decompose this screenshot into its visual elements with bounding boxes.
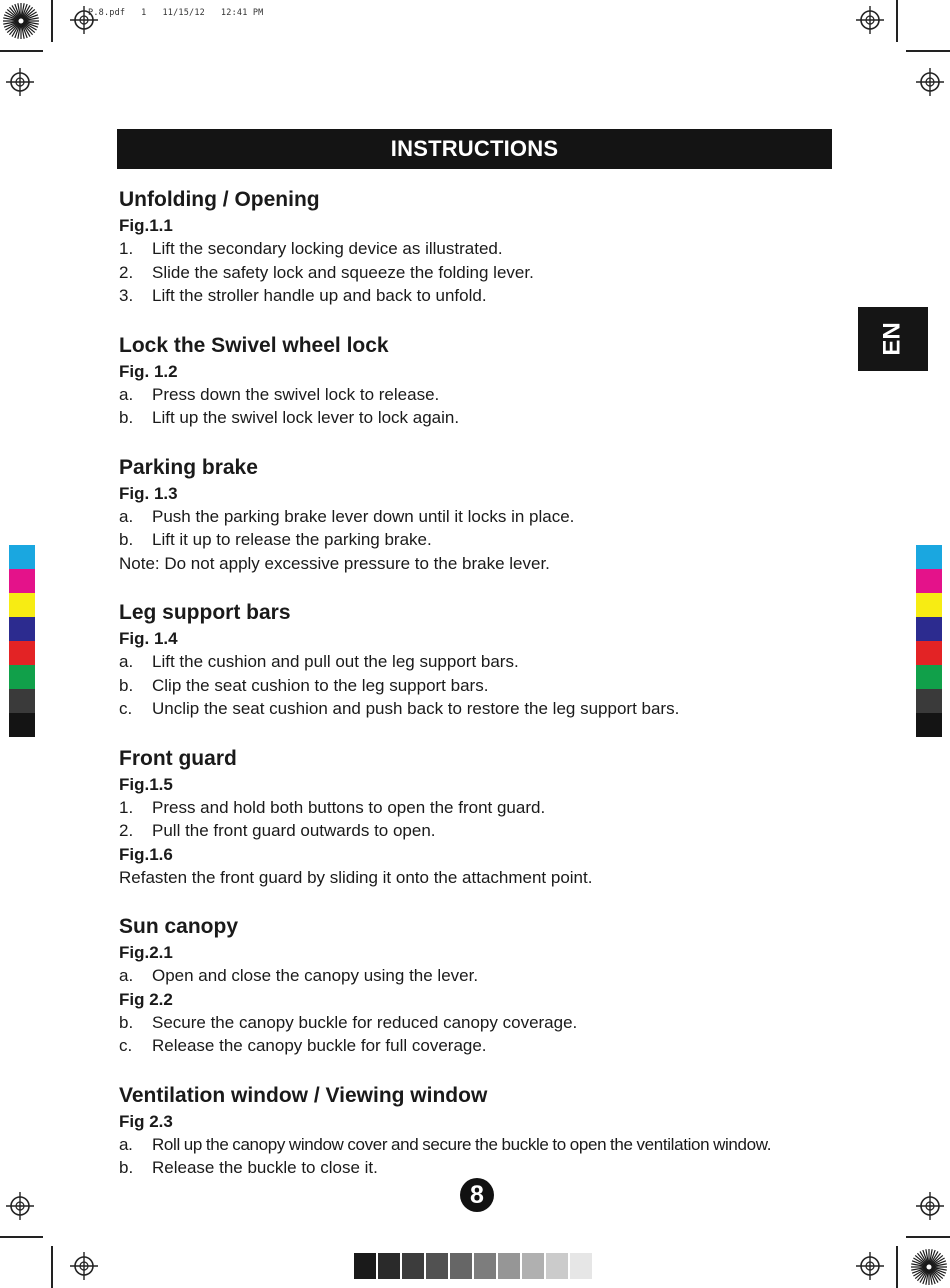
instruction-step — [119, 964, 879, 988]
step-marker: a. — [119, 384, 134, 404]
gray-step — [402, 1253, 424, 1279]
instruction-step — [119, 284, 879, 308]
color-swatch-strip-right — [916, 545, 942, 737]
color-swatch — [9, 617, 35, 641]
color-swatch — [9, 545, 35, 569]
figure-reference: Fig 2.2 — [119, 989, 173, 1009]
instruction-step — [119, 406, 879, 430]
instruction-step — [119, 528, 879, 552]
gray-step — [378, 1253, 400, 1279]
instruction-section — [119, 1082, 879, 1180]
gray-step — [450, 1253, 472, 1279]
crop-mark — [906, 50, 950, 52]
color-swatch — [9, 665, 35, 689]
step-text: Secure the canopy buckle for reduced canopy coverage. — [152, 1012, 578, 1032]
step-marker: a. — [119, 506, 134, 526]
figure-reference: Fig. 1.2 — [119, 361, 178, 381]
crop-mark — [896, 0, 898, 42]
instruction-note: Note: Do not apply excessive pressure to the brake lever. — [119, 553, 550, 573]
figure-reference: Fig.2.1 — [119, 943, 173, 962]
color-swatch — [916, 641, 942, 665]
instruction-section — [119, 913, 879, 1058]
step-marker: 2. — [119, 262, 134, 282]
banner-title: INSTRUCTIONS — [390, 136, 559, 161]
gray-step — [426, 1253, 448, 1279]
figure-reference: Fig.1.6 — [119, 844, 173, 864]
section-title: Parking brake — [119, 455, 258, 479]
step-marker: 3. — [119, 286, 134, 305]
step-marker: 2. — [119, 821, 134, 840]
crop-mark — [0, 1236, 43, 1238]
instruction-step — [119, 237, 879, 261]
step-text: Slide the safety lock and squeeze the folding lever. — [152, 262, 534, 282]
section-title: Sun canopy — [119, 915, 239, 938]
figure-reference: Fig. 1.3 — [119, 483, 178, 503]
instruction-step — [119, 505, 879, 529]
color-swatch — [916, 593, 942, 617]
color-swatch — [9, 713, 35, 737]
color-swatch — [916, 665, 942, 689]
instruction-step — [119, 819, 879, 843]
color-swatch — [916, 569, 942, 593]
instructions-content — [119, 186, 879, 1180]
registration-mark-icon — [856, 1252, 884, 1280]
registration-mark-icon — [70, 6, 98, 34]
registration-mark-icon — [916, 68, 944, 96]
gray-step — [354, 1253, 376, 1279]
page-number-label: 8 — [470, 1180, 484, 1209]
section-spacer — [119, 430, 879, 454]
figure-reference: Fig.1.1 — [119, 216, 173, 235]
color-swatch — [9, 689, 35, 713]
step-text: Release the canopy buckle for full coverage. — [152, 1036, 487, 1055]
figure-reference: Fig 2.3 — [119, 1111, 173, 1131]
section-title: Leg support bars — [119, 601, 291, 624]
instruction-section — [119, 454, 879, 576]
step-marker: b. — [119, 1158, 134, 1177]
step-text: Lift the secondary locking device as illustrated. — [152, 239, 503, 258]
step-text: Pull the front guard outwards to open. — [152, 821, 436, 840]
color-swatch — [916, 713, 942, 737]
step-text: Open and close the canopy using the lever. — [152, 966, 479, 985]
registration-mark-icon — [916, 1192, 944, 1220]
section-spacer — [119, 575, 879, 599]
instruction-step — [119, 1133, 879, 1157]
step-marker: c. — [119, 699, 133, 718]
color-swatch — [916, 617, 942, 641]
registration-mark-icon — [6, 68, 34, 96]
instruction-step — [119, 261, 879, 285]
section-title: Front guard — [119, 746, 237, 770]
figure-reference: Fig. 1.4 — [119, 629, 178, 648]
color-swatch — [9, 641, 35, 665]
crop-mark — [906, 1236, 950, 1238]
print-header: P.8.pdf 1 11/15/12 12:41 PM — [88, 8, 264, 18]
instruction-section — [119, 332, 879, 430]
section-title: Unfolding / Opening — [119, 188, 320, 211]
step-marker: c. — [119, 1036, 133, 1055]
step-text: Release the buckle to close it. — [152, 1158, 378, 1177]
instruction-step — [119, 674, 879, 698]
section-title: Ventilation window / Viewing window — [119, 1083, 488, 1107]
step-marker: b. — [119, 1012, 134, 1032]
section-title: Lock the Swivel wheel lock — [119, 333, 389, 357]
color-swatch — [916, 689, 942, 713]
instruction-section — [119, 745, 879, 890]
step-text: Press and hold both buttons to open the front guard. — [152, 797, 546, 817]
step-text: Clip the seat cushion to the leg support bars. — [152, 675, 489, 695]
gray-step — [546, 1253, 568, 1279]
step-marker: b. — [119, 408, 134, 427]
instruction-step — [119, 697, 879, 721]
step-text: Lift the cushion and pull out the leg support bars. — [152, 652, 519, 671]
instruction-note: Refasten the front guard by sliding it onto the attachment point. — [119, 867, 593, 887]
gray-step — [498, 1253, 520, 1279]
instruction-section — [119, 186, 879, 308]
section-spacer — [119, 889, 879, 913]
instruction-step — [119, 650, 879, 674]
step-marker: b. — [119, 675, 134, 695]
sunburst-target-icon — [910, 1248, 948, 1286]
step-text: Lift it up to release the parking brake. — [152, 530, 432, 549]
color-swatch — [9, 593, 35, 617]
step-marker: 1. — [119, 797, 134, 817]
instruction-step — [119, 383, 879, 407]
step-text: Press down the swivel lock to release. — [152, 384, 440, 404]
gray-step — [474, 1253, 496, 1279]
step-marker: b. — [119, 530, 134, 549]
registration-mark-icon — [6, 1192, 34, 1220]
instruction-step — [119, 1011, 879, 1035]
crop-mark — [51, 0, 53, 42]
language-tab-label: EN — [879, 322, 906, 356]
step-marker: a. — [119, 966, 134, 985]
color-swatch-strip-left — [9, 545, 35, 737]
step-text: Lift up the swivel lock lever to lock again. — [152, 408, 460, 427]
crop-mark — [51, 1246, 53, 1288]
step-text: Push the parking brake lever down until it locks in place. — [152, 506, 575, 526]
step-text: Roll up the canopy window cover and secure the buckle to open the ventilation window. — [152, 1134, 772, 1154]
instruction-step — [119, 1156, 879, 1180]
color-swatch — [916, 545, 942, 569]
instruction-step — [119, 796, 879, 820]
step-text: Lift the stroller handle up and back to unfold. — [152, 286, 487, 305]
step-marker: 1. — [119, 239, 134, 258]
crop-mark — [0, 50, 43, 52]
step-marker: a. — [119, 652, 134, 671]
gray-step — [570, 1253, 592, 1279]
gray-step — [522, 1253, 544, 1279]
page-number — [460, 1178, 494, 1212]
section-spacer — [119, 308, 879, 332]
step-marker: a. — [119, 1134, 133, 1154]
section-spacer — [119, 721, 879, 745]
instruction-step — [119, 1034, 879, 1058]
crop-mark — [896, 1246, 898, 1288]
registration-mark-icon — [70, 1252, 98, 1280]
instruction-section — [119, 599, 879, 721]
step-text: Unclip the seat cushion and push back to restore the leg support bars. — [152, 699, 680, 718]
grayscale-bar — [354, 1253, 594, 1279]
sunburst-target-icon — [2, 2, 40, 40]
section-spacer — [119, 1058, 879, 1082]
figure-reference: Fig.1.5 — [119, 774, 173, 794]
registration-mark-icon — [856, 6, 884, 34]
color-swatch — [9, 569, 35, 593]
instructions-banner — [117, 129, 832, 169]
